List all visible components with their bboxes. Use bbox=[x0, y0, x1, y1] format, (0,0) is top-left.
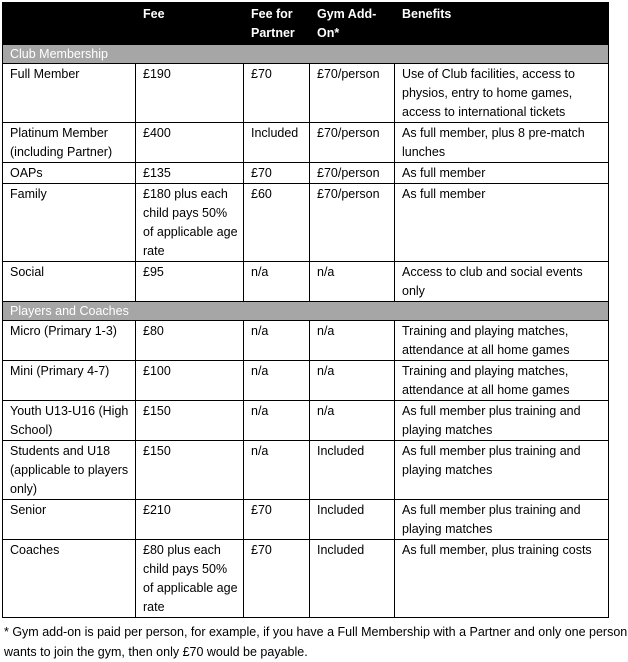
cell-category: Platinum Member (including Partner) bbox=[3, 123, 136, 163]
cell-benefits: Use of Club facilities, access to physios, entry to home games, access to international tickets bbox=[395, 64, 609, 123]
cell-category: Students and U18 (applicable to players only) bbox=[3, 441, 136, 500]
cell-fee: £180 plus each child pays 50% of applicable age rate bbox=[136, 184, 244, 262]
cell-gym-addon: Included bbox=[310, 500, 395, 540]
header-category bbox=[3, 3, 136, 45]
cell-partner-fee: n/a bbox=[244, 401, 310, 441]
cell-gym-addon: £70/person bbox=[310, 64, 395, 123]
cell-fee: £150 bbox=[136, 401, 244, 441]
cell-fee: £95 bbox=[136, 262, 244, 302]
section-row-players-and-coaches bbox=[3, 302, 609, 321]
table-row bbox=[3, 441, 609, 500]
cell-partner-fee: £70 bbox=[244, 64, 310, 123]
table-row bbox=[3, 321, 609, 361]
cell-benefits: As full member plus training and playing matches bbox=[395, 401, 609, 441]
cell-benefits: As full member, plus 8 pre-match lunches bbox=[395, 123, 609, 163]
cell-fee: £100 bbox=[136, 361, 244, 401]
cell-category: Mini (Primary 4-7) bbox=[3, 361, 136, 401]
cell-category: Full Member bbox=[3, 64, 136, 123]
table-row bbox=[3, 361, 609, 401]
cell-benefits: Access to club and social events only bbox=[395, 262, 609, 302]
cell-fee: £210 bbox=[136, 500, 244, 540]
table-row bbox=[3, 163, 609, 184]
header-gym-addon: Gym Add-On* bbox=[310, 3, 395, 45]
cell-gym-addon: Included bbox=[310, 540, 395, 618]
cell-benefits: As full member, plus training costs bbox=[395, 540, 609, 618]
cell-benefits: As full member bbox=[395, 163, 609, 184]
table-row bbox=[3, 262, 609, 302]
cell-gym-addon: n/a bbox=[310, 361, 395, 401]
cell-gym-addon: Included bbox=[310, 441, 395, 500]
cell-partner-fee: £70 bbox=[244, 500, 310, 540]
table-row bbox=[3, 184, 609, 262]
cell-category: Senior bbox=[3, 500, 136, 540]
header-fee: Fee bbox=[136, 3, 244, 45]
cell-gym-addon: n/a bbox=[310, 321, 395, 361]
cell-fee: £190 bbox=[136, 64, 244, 123]
cell-fee: £400 bbox=[136, 123, 244, 163]
cell-gym-addon: £70/person bbox=[310, 163, 395, 184]
table-row bbox=[3, 401, 609, 441]
cell-gym-addon: £70/person bbox=[310, 184, 395, 262]
cell-partner-fee: n/a bbox=[244, 361, 310, 401]
cell-benefits: As full member plus training and playing matches bbox=[395, 500, 609, 540]
cell-gym-addon: n/a bbox=[310, 401, 395, 441]
cell-partner-fee: n/a bbox=[244, 262, 310, 302]
membership-fees-table bbox=[2, 2, 609, 618]
table-row bbox=[3, 123, 609, 163]
cell-gym-addon: n/a bbox=[310, 262, 395, 302]
cell-category: Family bbox=[3, 184, 136, 262]
header-partner-fee: Fee for Partner bbox=[244, 3, 310, 45]
header-benefits: Benefits bbox=[395, 3, 609, 45]
cell-benefits: Training and playing matches, attendance at all home games bbox=[395, 361, 609, 401]
cell-partner-fee: n/a bbox=[244, 321, 310, 361]
cell-benefits: Training and playing matches, attendance at all home games bbox=[395, 321, 609, 361]
header-row bbox=[3, 3, 609, 45]
cell-fee: £150 bbox=[136, 441, 244, 500]
table-row bbox=[3, 540, 609, 618]
section-title: Players and Coaches bbox=[3, 302, 609, 321]
cell-gym-addon: £70/person bbox=[310, 123, 395, 163]
cell-category: OAPs bbox=[3, 163, 136, 184]
cell-category: Micro (Primary 1-3) bbox=[3, 321, 136, 361]
cell-partner-fee: £70 bbox=[244, 163, 310, 184]
cell-partner-fee: £60 bbox=[244, 184, 310, 262]
cell-fee: £80 bbox=[136, 321, 244, 361]
cell-partner-fee: Included bbox=[244, 123, 310, 163]
cell-category: Coaches bbox=[3, 540, 136, 618]
cell-fee: £80 plus each child pays 50% of applicable age rate bbox=[136, 540, 244, 618]
cell-benefits: As full member bbox=[395, 184, 609, 262]
cell-partner-fee: n/a bbox=[244, 441, 310, 500]
table-row bbox=[3, 64, 609, 123]
cell-fee: £135 bbox=[136, 163, 244, 184]
cell-category: Youth U13-U16 (High School) bbox=[3, 401, 136, 441]
cell-benefits: As full member plus training and playing matches bbox=[395, 441, 609, 500]
gym-addon-footnote: * Gym add-on is paid per person, for example, if you have a Full Membership with a Partner and only one person wants to join the gym, then only £70 would be payable. bbox=[4, 625, 628, 659]
cell-partner-fee: £70 bbox=[244, 540, 310, 618]
section-row-club-membership bbox=[3, 45, 609, 64]
table-row bbox=[3, 500, 609, 540]
section-title: Club Membership bbox=[3, 45, 609, 64]
cell-category: Social bbox=[3, 262, 136, 302]
